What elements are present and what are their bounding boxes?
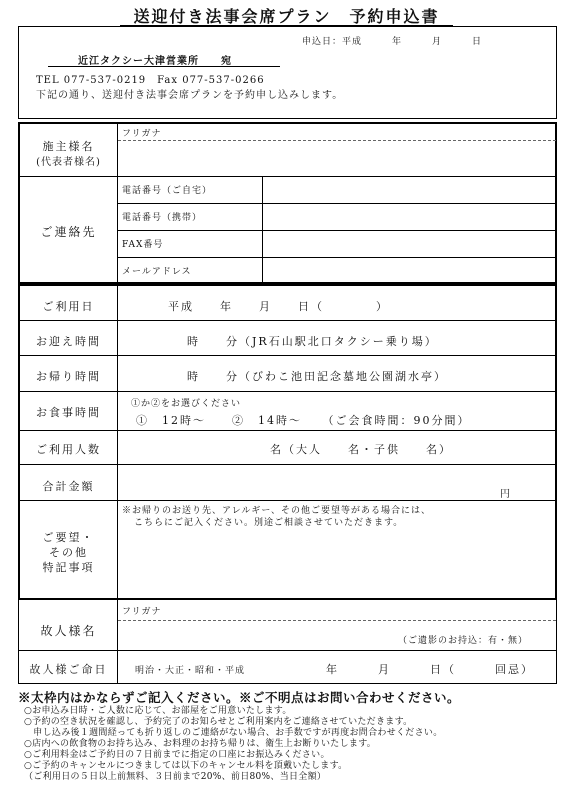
portrait-option[interactable]: （ご遺影のお持込：有・無） [398, 636, 529, 646]
footer-note: （ご利用日の５日以上前無料、３日前まで20%、前日80%、当日全額） [24, 772, 327, 782]
total-unit: 円 [500, 489, 512, 500]
row-line [18, 320, 557, 321]
phone-mobile-field[interactable] [263, 204, 555, 230]
sponsor-label: 施主様名 [42, 140, 95, 153]
fax-field[interactable] [263, 231, 555, 257]
sponsor-name-field[interactable] [118, 141, 555, 175]
footer-note: ○お申込み日時・ご人数に応じて、お部屋をご用意いたします。 [24, 706, 292, 716]
use-date-value[interactable]: 平成 年 月 日（ ） [168, 300, 389, 313]
request-note-2: こちらにご記入ください。別途ご相談させていただきます。 [134, 518, 404, 528]
footer-note: ○ご予約のキャンセルにつきましては以下のキャンセル料を頂戴いたします。 [24, 761, 348, 771]
footer-warning: ※太枠内はかならずご記入ください。※ご不明点はお問い合わせください。 [18, 690, 461, 705]
email-label: メールアドレス [122, 267, 192, 277]
row-line [18, 500, 557, 501]
row-line [18, 391, 557, 392]
footer-note: ○予約の空き状況を確認し、予約完了のお知らせとご利用案内をご連絡させていただきます。 [24, 717, 413, 727]
phone-home-label: 電話番号（ご自宅） [122, 186, 213, 196]
people-value[interactable]: 名（大人 名・子供 名） [270, 443, 452, 456]
recipient-underline [48, 66, 280, 67]
contact-label: ご連絡先 [40, 225, 97, 239]
request-label-2: その他 [49, 546, 88, 559]
footer-note: ○ご利用料金はご予約日の７日前までに指定の口座にお振込みください。 [24, 750, 330, 760]
meal-options[interactable]: ① 12時～ ② 14時～ （ご会食時間：90分間） [136, 414, 471, 427]
total-amount-field[interactable] [118, 465, 555, 499]
return-value[interactable]: 時 分（びわこ池田記念墓地公園湖水亭） [187, 370, 447, 383]
era-options[interactable]: 明治・大正・昭和・平成 [135, 666, 246, 676]
anniversary-value[interactable]: 年 月 日（ 回忌） [326, 663, 534, 676]
request-text-area[interactable] [118, 528, 555, 598]
intro-text: 下記の通り、送迎付き法事会席プランを予約申し込みします。 [36, 90, 344, 101]
pickup-label: お迎え時間 [36, 335, 101, 348]
contact-numbers: TEL 077-537-0219 Fax 077-537-0266 [36, 75, 265, 86]
row-line [18, 430, 557, 431]
footer-note: ○店内への飲食物のお持ち込み、お料理のお持ち帰りは、衛生上お断りいたします。 [24, 739, 377, 749]
phone-mobile-label: 電話番号（携帯） [122, 213, 203, 223]
phone-home-field[interactable] [263, 177, 555, 203]
sponsor-sub-label: (代表者様名) [36, 157, 101, 168]
label-column-divider [117, 122, 118, 684]
request-label-1: ご要望・ [42, 531, 95, 544]
application-date: 申込日：平成 年 月 日 [302, 37, 483, 47]
footer-note: 申し込み後１週間経っても折り返しのご連絡がない場合、お手数ですが再度お問合わせください。 [24, 728, 443, 738]
pickup-value[interactable]: 時 分（JR石山駅北口タクシー乗り場） [187, 335, 438, 348]
recipient: 近江タクシー大津営業所 宛 [78, 56, 232, 67]
request-label-3: 特記事項 [42, 561, 95, 574]
form-title: 送迎付き法事会席プラン 予約申込書 [133, 7, 440, 26]
sponsor-furigana: フリガナ [122, 129, 162, 139]
meal-label: お食事時間 [36, 406, 101, 419]
meal-note: ①か②をお選びください [131, 399, 242, 409]
people-label: ご利用人数 [36, 443, 101, 456]
deceased-furigana: フリガナ [122, 607, 162, 617]
row-line [18, 355, 557, 356]
request-note-1: ※お帰りのお送り先、アレルギー、その他ご要望等がある場合には、 [122, 506, 432, 516]
anniversary-label: 故人様ご命日 [29, 663, 108, 676]
return-label: お帰り時間 [36, 370, 101, 383]
use-date-label: ご利用日 [42, 300, 95, 313]
fax-label: FAX番号 [122, 240, 164, 250]
email-field[interactable] [263, 258, 555, 283]
total-label: 合計金額 [42, 480, 95, 493]
row-line [18, 650, 557, 651]
deceased-label: 故人様名 [40, 624, 97, 638]
